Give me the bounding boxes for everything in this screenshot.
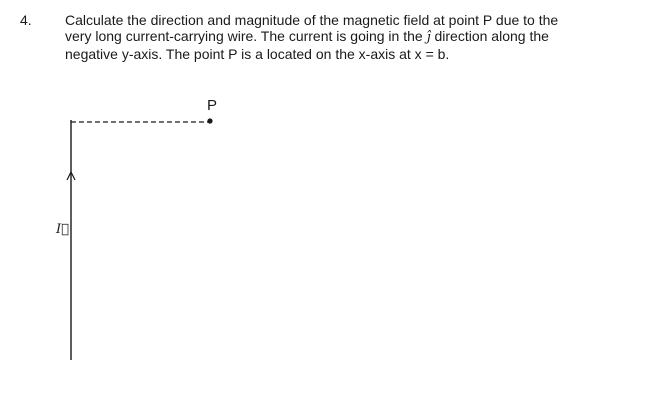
- point-p-marker: [207, 118, 212, 123]
- question-number: 4.: [20, 12, 32, 28]
- question-line-1: Calculate the direction and magnitude of the magnetic field at point P due to the: [65, 12, 559, 28]
- current-label: I⃗: [56, 222, 69, 237]
- question-line-2-start: very long current-carrying wire. The current is going in the: [65, 28, 427, 44]
- point-p-label: P: [207, 97, 218, 114]
- question-line-3: negative y-axis. The point P is a located on the x-axis at x = b.: [65, 46, 450, 62]
- question-line-2-end: direction along the: [430, 28, 549, 44]
- j-hat-symbol: ĵ: [426, 30, 431, 45]
